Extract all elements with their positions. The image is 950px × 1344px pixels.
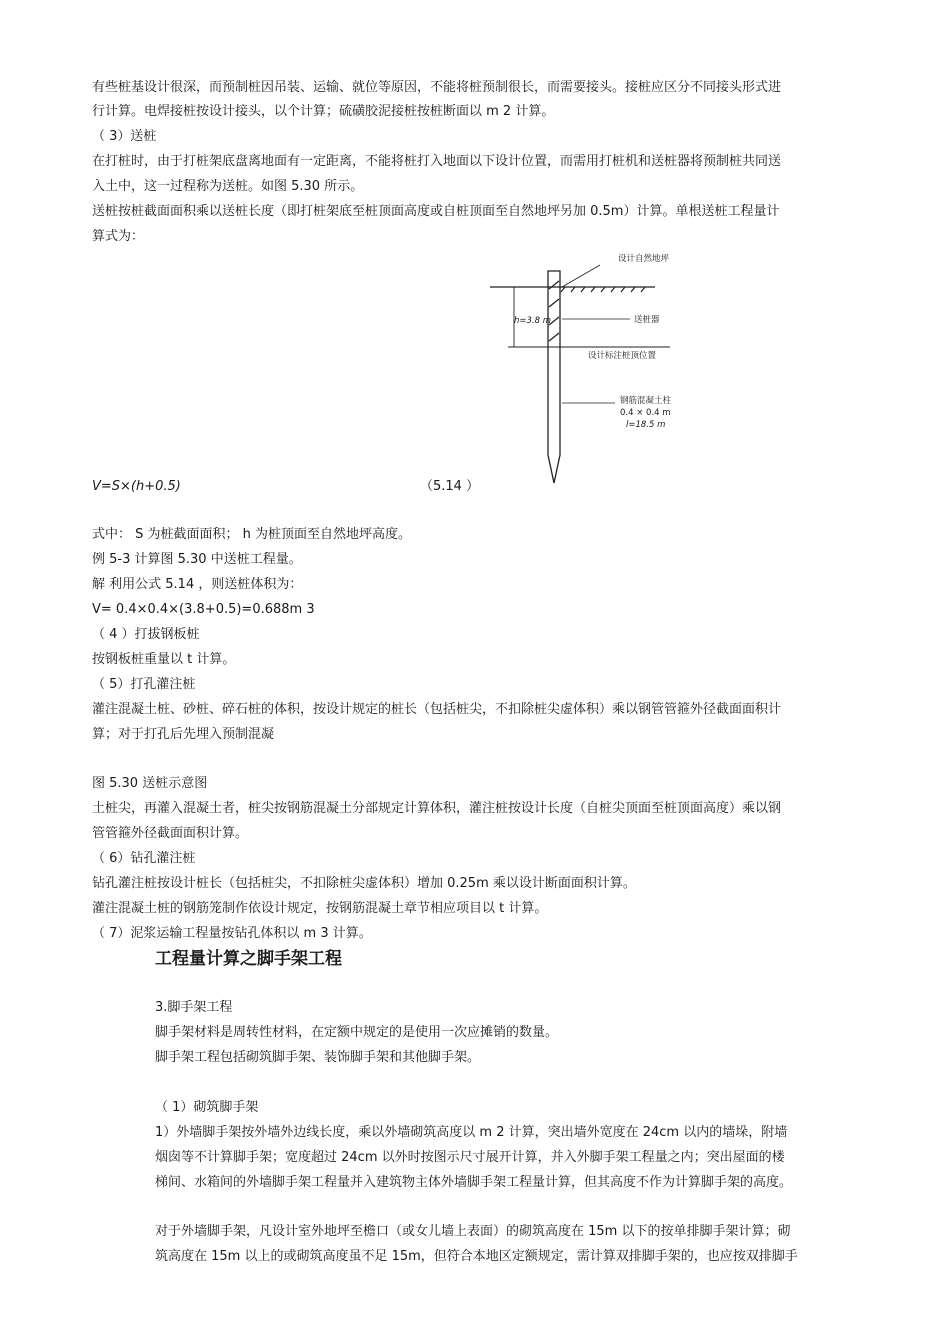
result-line: V= 0.4×0.4×(3.8+0.5)=0.688m 3 bbox=[92, 602, 315, 617]
paragraph-line: 送桩按桩截面面积乘以送桩长度（即打桩架底至桩顶面高度或自桩顶面至自然地坪另加 0.5m）计算。单根送桩工程量计 bbox=[92, 204, 780, 219]
paragraph-line: 脚手架材料是周转性材料，在定额中规定的是使用一次应摊销的数量。 bbox=[155, 1025, 559, 1040]
paragraph-line: 管管箍外径截面面积计算。 bbox=[92, 826, 249, 841]
paragraph-line: 有些桩基设计很深，而预制桩因吊装、运输、就位等原因，不能将桩预制很长，而需要接头。接桩应区分不同接头形式进 bbox=[92, 80, 782, 95]
pile-shape bbox=[548, 271, 560, 483]
paragraph-line: 脚手架工程包括砌筑脚手架、装饰脚手架和其他脚手架。 bbox=[155, 1050, 481, 1065]
paragraph-line: 梯间、水箱间的外墙脚手架工程量并入建筑物主体外墙脚手架工程量计算，但其高度不作为计算脚手架的高度。 bbox=[155, 1175, 793, 1190]
paragraph-line: 行计算。电焊接桩按设计接头，以个计算；硫磺胶泥接桩按桩断面以 m 2 计算。 bbox=[92, 104, 555, 119]
paragraph-line: 算式为： bbox=[92, 229, 145, 244]
section-heading: （ 6）钻孔灌注桩 bbox=[92, 851, 196, 866]
paragraph-line: 入土中，这一过程称为送桩。如图 5.30 所示。 bbox=[92, 179, 364, 194]
paragraph-line: 烟囱等不计算脚手架；宽度超过 24cm 以外时按图示尺寸展开计算，并入外脚手架工程量之内；突出屋面的楼 bbox=[155, 1150, 785, 1165]
paragraph-line: 例 5-3 计算图 5.30 中送桩工程量。 bbox=[92, 552, 302, 567]
paragraph-line: 在打桩时，由于打桩架底盘离地面有一定距离，不能将桩打入地面以下设计位置，而需用打桩机和送桩器将预制桩共同送 bbox=[92, 154, 782, 169]
section-heading: （ 7）泥浆运输工程量按钻孔体积以 m 3 计算。 bbox=[92, 926, 372, 941]
paragraph-line: 灌注混凝土桩的钢筋笼制作依设计规定，按钢筋混凝土章节相应项目以 t 计算。 bbox=[92, 901, 548, 916]
pile-driving-figure bbox=[470, 245, 700, 493]
paragraph-line: 灌注混凝土桩、砂桩、碎石桩的体积，按设计规定的桩长（包括桩尖，不扣除桩尖虚体积）乘以钢管管箍外径截面面积计 bbox=[92, 702, 782, 717]
label-pile-size: 0.4 × 0.4 m bbox=[620, 408, 671, 418]
label-ground: 设计自然地坪 bbox=[618, 254, 670, 264]
label-pile-top: 设计标注桩顶位置 bbox=[588, 351, 657, 361]
label-pile-length: l=18.5 m bbox=[626, 420, 666, 430]
figure-caption: 图 5.30 送桩示意图 bbox=[92, 776, 208, 791]
section-heading: （ 5）打孔灌注桩 bbox=[92, 677, 196, 692]
section-title: 工程量计算之脚手架工程 bbox=[155, 949, 342, 969]
label-sender: 送桩器 bbox=[634, 315, 660, 325]
paragraph-line: 钻孔灌注桩按设计桩长（包括桩尖，不扣除桩尖虚体积）增加 0.25m 乘以设计断面面积计算。 bbox=[92, 876, 636, 891]
paragraph-line: 式中： S 为桩截面面积； h 为桩顶面至自然地坪高度。 bbox=[92, 527, 412, 542]
paragraph-line: 1）外墙脚手架按外墙外边线长度，乘以外墙砌筑高度以 m 2 计算，突出墙外宽度在 24cm 以内的墙垛，附墙 bbox=[155, 1125, 788, 1140]
formula-number: （5.14 ） bbox=[420, 479, 480, 494]
label-h: h=3.8 m bbox=[514, 316, 552, 326]
paragraph-line: 对于外墙脚手架，凡设计室外地坪至檐口（或女儿墙上表面）的砌筑高度在 15m 以下的按单排脚手架计算；砌 bbox=[155, 1224, 791, 1239]
section-heading: （ 4 ）打拔钢板桩 bbox=[92, 627, 200, 642]
paragraph-line: 筑高度在 15m 以上的或砌筑高度虽不足 15m，但符合本地区定额规定，需计算双排脚手架的，也应按双排脚手 bbox=[155, 1249, 798, 1264]
paragraph-line: 土桩尖，再灌入混凝土者，桩尖按钢筋混凝土分部规定计算体积，灌注桩按设计长度（自桩尖顶面至桩顶面高度）乘以钢 bbox=[92, 801, 782, 816]
paragraph-line: 算；对于打孔后先埋入预制混凝 bbox=[92, 727, 275, 742]
formula-expression: V=S×(h+0.5) bbox=[92, 479, 181, 494]
paragraph-line: 按钢板桩重量以 t 计算。 bbox=[92, 652, 236, 667]
label-pile: 钢筋混凝土柱 bbox=[620, 396, 672, 406]
section-heading: 3.脚手架工程 bbox=[155, 1000, 233, 1015]
paragraph-line: 解 利用公式 5.14 ，则送桩体积为： bbox=[92, 577, 303, 592]
ground-line bbox=[490, 265, 655, 292]
section-heading: （ 3）送桩 bbox=[92, 129, 157, 144]
section-heading: （ 1）砌筑脚手架 bbox=[155, 1100, 259, 1115]
